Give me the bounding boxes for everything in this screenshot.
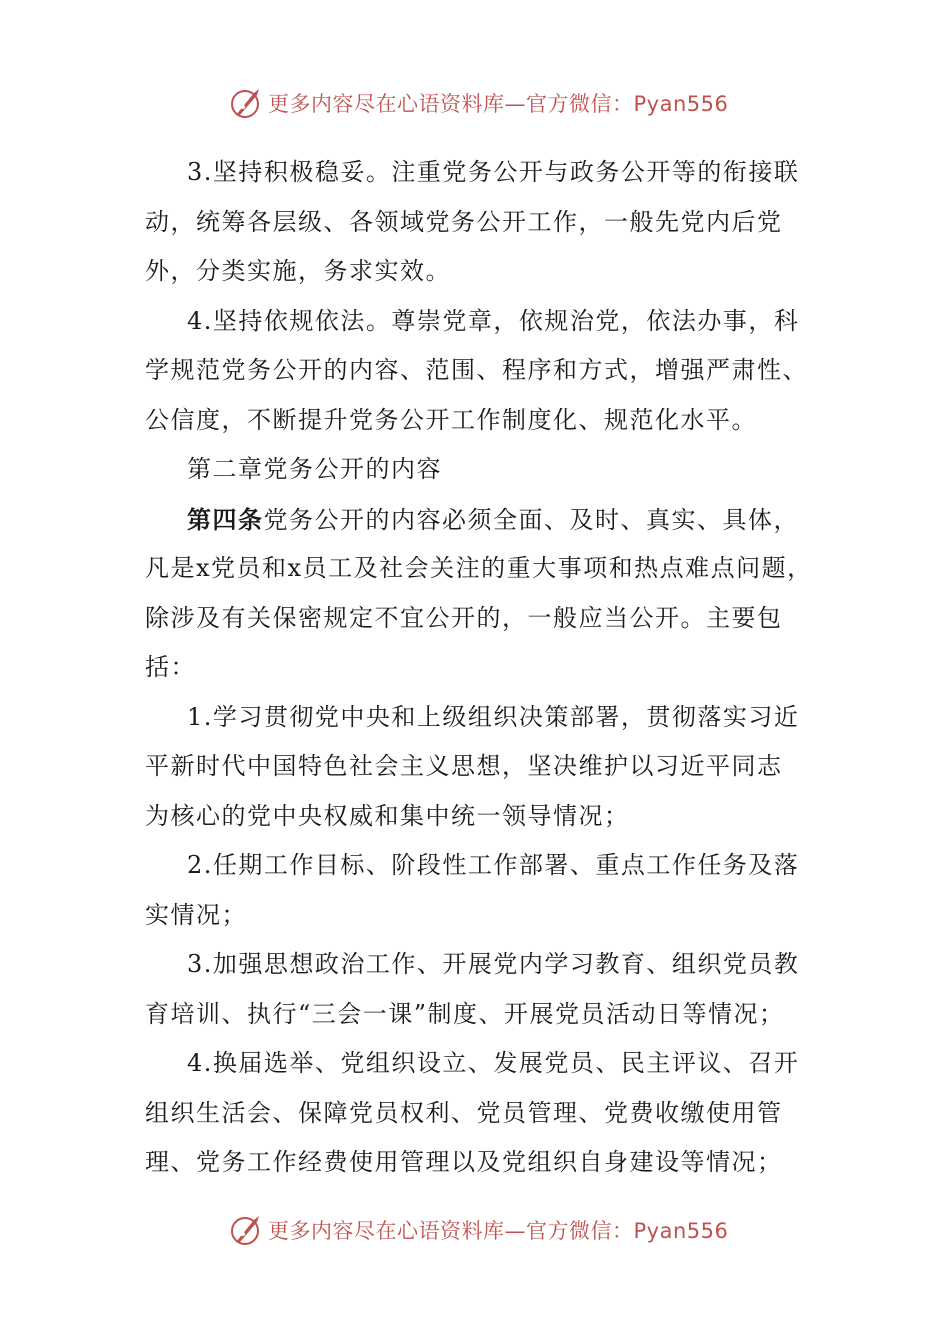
text-line: 4.换届选举、党组织设立、发展党员、民主评议、召开 [187, 1049, 800, 1077]
chapter-heading: 第二章党务公开的内容 [187, 455, 442, 483]
article-label: 第四条 [187, 504, 264, 534]
text-line: 4.坚持依规依法。尊崇党章，依规治党，依法办事，科 [187, 306, 800, 335]
banner-text: 更多内容尽在心语资料库—官方微信：Pyan556 [268, 1219, 729, 1243]
text-line: 理、党务工作经费使用管理以及党组织自身建设等情况； [145, 1148, 783, 1176]
text-line: 动，统筹各层级、各领域党务公开工作，一般先党内后党 [145, 207, 783, 236]
text-line: 凡是x党员和x员工及社会关注的重大事项和热点难点问题， [145, 554, 813, 582]
pen-nib-logo-icon [228, 85, 264, 121]
document-body [145, 148, 813, 1188]
text-line: 为核心的党中央权威和集中统一领导情况； [145, 801, 630, 830]
text-line: 2.任期工作目标、阶段性工作部署、重点工作任务及落 [187, 851, 800, 879]
text-line: 3.加强思想政治工作、开展党内学习教育、组织党员教 [187, 950, 800, 978]
text-line: 3.坚持积极稳妥。注重党务公开与政务公开等的衔接联 [187, 158, 800, 186]
footer-banner [228, 1210, 728, 1250]
article-text: 党务公开的内容必须全面、及时、真实、具体， [263, 505, 799, 534]
text-line: 1.学习贯彻党中央和上级组织决策部署，贯彻落实习近 [187, 702, 800, 731]
text-line: 平新时代中国特色社会主义思想，坚决维护以习近平同志 [145, 752, 783, 780]
article-line [145, 495, 810, 545]
text-line: 学规范党务公开的内容、范围、程序和方式，增强严肃性、 [145, 356, 808, 384]
text-line: 括： [145, 653, 196, 681]
text-line: 除涉及有关保密规定不宜公开的，一般应当公开。主要包 [145, 603, 783, 632]
text-line: 外，分类实施，务求实效。 [145, 257, 451, 285]
text-line: 公信度，不断提升党务公开工作制度化、规范化水平。 [145, 405, 757, 434]
text-line: 实情况； [145, 900, 247, 929]
text-line: 育培训、执行“三会一课”制度、开展党员活动日等情况； [145, 999, 785, 1028]
banner-text: 更多内容尽在心语资料库—官方微信：Pyan556 [268, 92, 729, 116]
header-banner [228, 83, 728, 123]
text-line: 组织生活会、保障党员权利、党员管理、党费收缴使用管 [145, 1098, 783, 1127]
pen-nib-logo-icon [228, 1212, 264, 1248]
